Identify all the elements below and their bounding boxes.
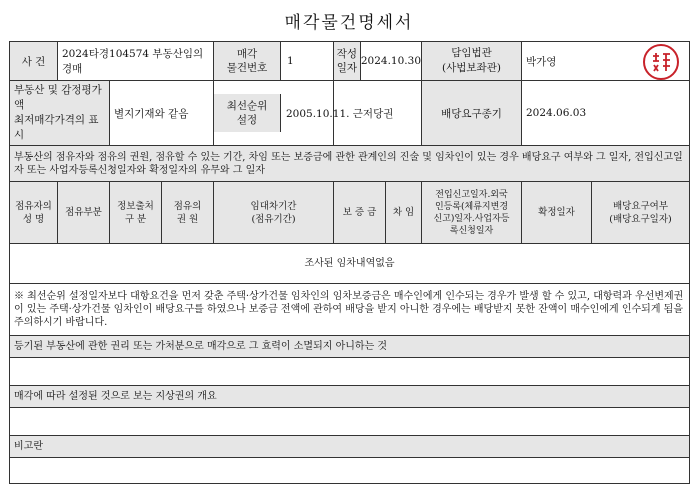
rights-value xyxy=(10,358,690,386)
deadline-value: 2024.06.03 xyxy=(522,81,690,146)
sale-item-statement-table xyxy=(9,41,690,484)
judge-label: 담임법관 (사법보좌관) xyxy=(422,42,522,81)
appraisal-label: 부동산 및 감정평가액 최저매각가격의 표시 xyxy=(10,81,110,146)
no-tenant-note: 조사된 임차내역없음 xyxy=(10,244,690,284)
occupancy-notice: 부동산의 점유자와 점유의 권원, 점유할 수 있는 기간, 차임 또는 보증금에 관한 관계인의 진술 및 임차인이 있는 경우 배당요구 여부와 그 일자, 전입신고일자 또는 사업자등록신청일자와 확정일자의 유무와 그 일자 xyxy=(10,146,690,182)
rights-heading: 등기된 부동산에 관한 권리 또는 가처분으로 매각으로 그 효력이 소멸되지 아니하는 것 xyxy=(10,336,690,358)
col-possession-right: 점유의 권 원 xyxy=(162,182,214,244)
appraisal-value: 별지기재와 같음 xyxy=(110,81,214,146)
col-rent: 차 임 xyxy=(386,182,422,244)
col-registration-date: 전입신고일자.외국 인등록(체류지변경 신고)일자.사업자등 록신청일자 xyxy=(422,182,522,244)
col-fixed-date: 확정일자 xyxy=(522,182,592,244)
mortgage-value-text: 2005.10.11. 근저당권 xyxy=(286,107,394,120)
document-title: 매각물건명세서 xyxy=(284,13,414,33)
remarks-heading: 비고란 xyxy=(10,436,690,458)
mortgage-label: 최선순위 설정 xyxy=(214,94,281,132)
case-value: 2024타경104574 부동산임의경매 xyxy=(58,42,214,81)
created-date-value: 2024.10.30 xyxy=(360,55,421,67)
created-date-label: 작성 일자 xyxy=(334,42,361,80)
created-date-group xyxy=(334,42,422,81)
item-number-label: 매각 물건번호 xyxy=(214,42,281,80)
col-lease-period: 임대차기간 (점유기간) xyxy=(214,182,334,244)
col-deposit: 보 증 금 xyxy=(334,182,386,244)
judge-cell xyxy=(522,42,690,81)
deadline-label: 배당요구종기 xyxy=(422,81,522,146)
item-number-group xyxy=(214,42,334,81)
judge-name: 박가영 xyxy=(526,55,557,68)
case-label: 사 건 xyxy=(10,42,58,81)
official-seal-icon xyxy=(643,44,679,80)
col-dividend-request: 배당요구여부 (배당요구일자) xyxy=(592,182,690,244)
surface-rights-value xyxy=(10,408,690,436)
col-info-source: 정보출처 구 분 xyxy=(110,182,162,244)
col-occupant-name: 점유자의 성 명 xyxy=(10,182,58,244)
col-occupied-part: 점유부분 xyxy=(58,182,110,244)
warning-note: ※ 최선순위 설정일자보다 대항요건을 먼저 갖춘 주택·상가건물 임차인의 임차보증금은 매수인에게 인수되는 경우가 발생 할 수 있고, 대항력과 우선변제권이 있는 주택·상가건물 임차인이 배당요구를 하였으나 보증금 전액에 관하여 배당을 받지 아니한 경우에는 배당받지 못한 잔액이 매수인에게 인수되게 됨을 주의하시기 바랍니다. xyxy=(10,284,690,336)
mortgage-value xyxy=(286,81,422,146)
surface-rights-heading: 매각에 따라 설정된 것으로 보는 지상권의 개요 xyxy=(10,386,690,408)
item-number-value: 1 xyxy=(287,55,294,67)
